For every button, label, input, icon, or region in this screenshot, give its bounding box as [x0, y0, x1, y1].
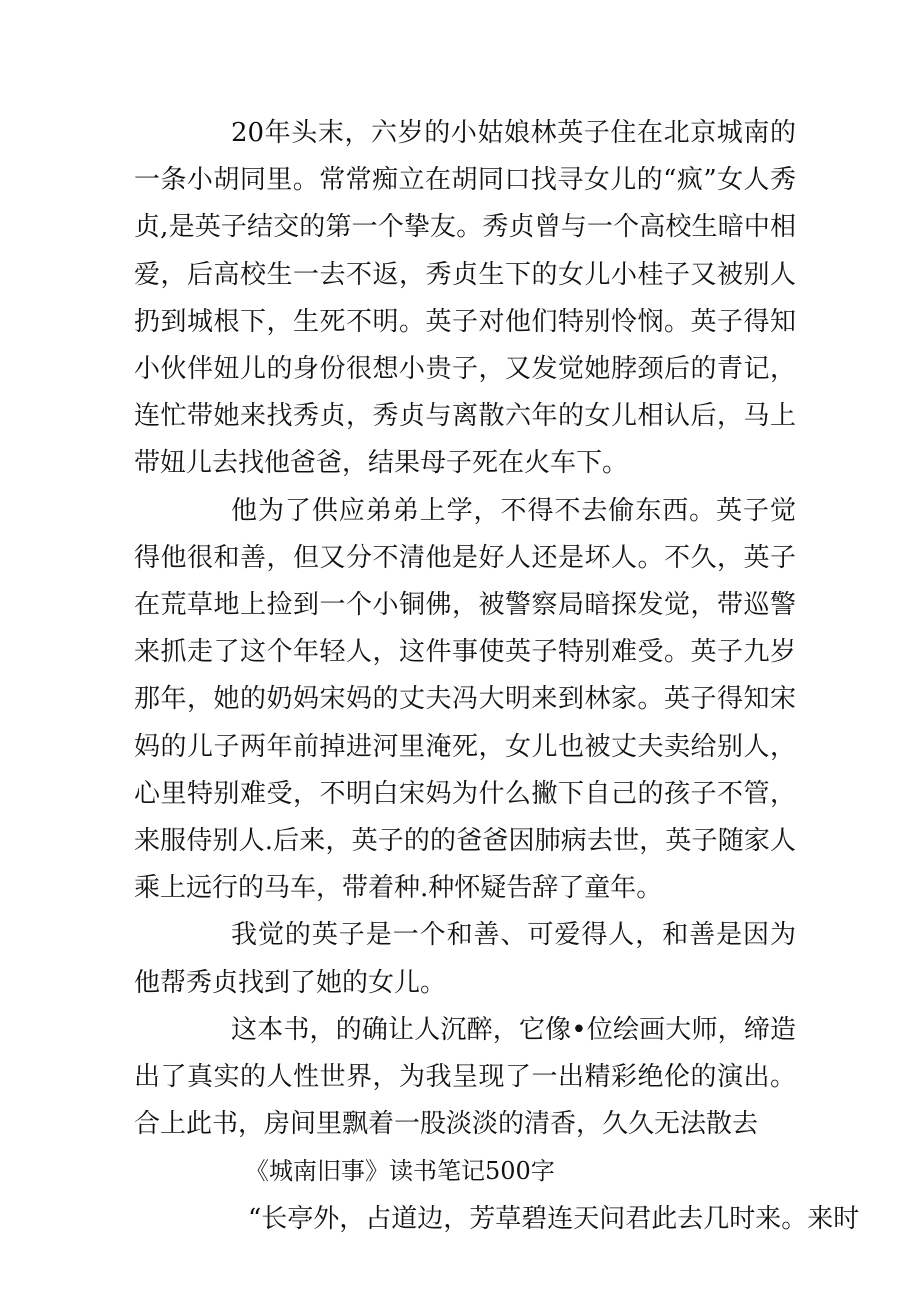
paragraph-opinion: 我觉的英子是一个和善、可爱得人，和善是因为他帮秀贞找到了她的女儿。 [134, 920, 796, 998]
paragraph-story-intro: 20年头末，六岁的小姑娘林英子住在北京城南的一条小胡同里。常常痴立在胡同口找寻女儿的“疯”女人秀贞,是英子结交的第一个挚友。秀贞曾与一个高校生暗中相爱，后高校生一去不返，秀贞生下的女儿小桂子又被别人扔到城根下，生死不明。英子对他们特别怜悯。英子得知小伙伴妞儿的身份很想小贵子，又发觉她脖颈后的青记，连忙带她来找秀贞，秀贞与离散六年的女儿相认后，马上带妞儿去找他爸爸，结果母子死在火车下。 [134, 118, 796, 479]
paragraph-story-continued: 他为了供应弟弟上学，不得不去偷东西。英子觉得他很和善，但又分不清他是好人还是坏人。不久，英子在荒草地上捡到一个小铜佛，被警察局暗探发觉，带巡警来抓走了这个年轻人，这件事使英子特别难受。英子九岁那年，她的奶妈宋妈的丈夫冯大明来到林家。英子得知宋妈的儿子两年前掉进河里淹死，女儿也被丈夫卖给别人，心里特别难受，不明白宋妈为什么撇下自己的孩子不管，来服侍别人.后来，英子的的爸爸因肺病去世，英子随家人乘上远行的马车，带着种.种怀疑告辞了童年。 [134, 495, 796, 904]
section-heading: 《城南旧事》读书笔记500字 [245, 1157, 555, 1186]
paragraph-quote-start: “长亭外，占道边，芳草碧连天问君此去几时来。来时 [248, 1203, 860, 1234]
document-body [134, 110, 860, 1243]
paragraph-conclusion: 这本书，的确让人沉醉，它像•位绘画大师，缔造出了真实的人性世界，为我呈现了一出精彩绝伦的演出。合上此书，房间里飘着一股淡淡的清香，久久无法散去 [134, 1014, 796, 1140]
